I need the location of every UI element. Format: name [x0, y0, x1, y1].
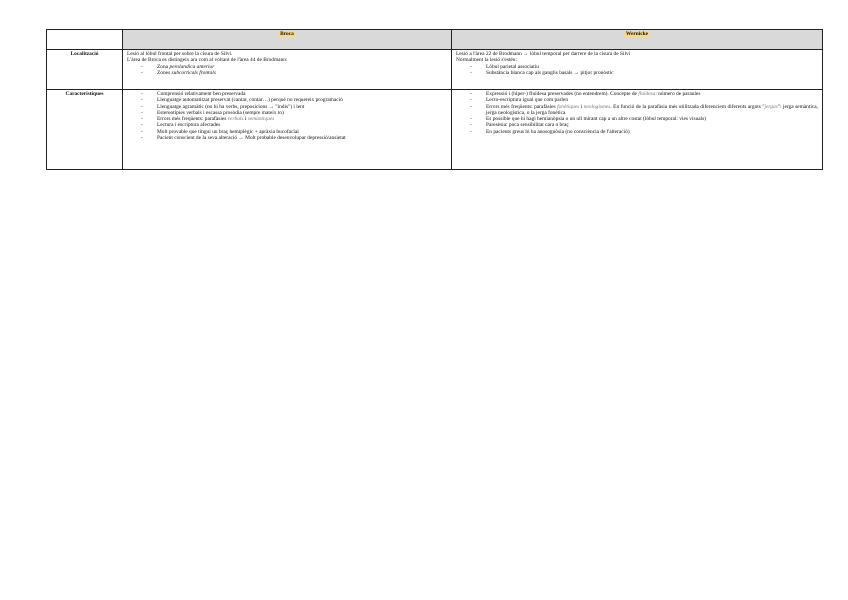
list-item: - Molt provable que tingui un braç hemiplègic + apràxia bucofacial: [141, 129, 447, 135]
text-fragment-italic: verbals: [227, 116, 244, 123]
row-label-localitzacio: Localització: [47, 50, 123, 90]
text-fragment: Expressió i (hiper-) fluïdesa preservades (no entendrem). Concepte de: [486, 91, 639, 97]
list-item: - Lectura i escriptura afectades: [141, 122, 447, 128]
list-item: - Lecto-escriptura igual que com parlen: [470, 97, 818, 103]
comparison-table: [46, 29, 823, 170]
list-item: [470, 104, 818, 117]
text-fragment: ": jerga semàntica, jerga neologística, o la jerga fonètica: [486, 103, 818, 116]
row-label-caracteristiques: Característiques: [47, 90, 123, 170]
bullet-list: [127, 91, 447, 141]
cell-wernicke-caracteristiques: [452, 90, 823, 170]
text-fragment: i: [579, 103, 584, 110]
list-item: - Comprensió relativament ben preservada: [141, 91, 447, 97]
list-item: [141, 70, 447, 76]
text-fragment: i: [243, 116, 248, 123]
text-fragment-italic: perolandica anterior: [169, 63, 215, 70]
row-caracteristiques: [47, 90, 823, 170]
text-fragment: Errors més freqüents: parafàsies: [157, 116, 228, 123]
list-item: - Paresèsia: poca sensibilitat cara o braç: [470, 122, 818, 128]
text-line: Lesió al lòbul frontal per sobre la cisura de Silvi.: [127, 51, 233, 57]
bullet-list: [127, 64, 447, 77]
text-fragment-italic: subcorticals frontals: [171, 69, 216, 76]
text-line: L'àrea de Broca es distingeix ara com al voltant de l'àrea 44 de Brodmann:: [127, 57, 288, 64]
list-item: - Llenguatge agramàtic (no hi ha verbs, preposicions → "indis") i lent: [141, 104, 447, 110]
text-fragment-italic: semàntiques: [247, 116, 275, 123]
list-item: - Estereotípies verbals i escassa prosòdia (sempre mateix to): [141, 110, 447, 116]
text-fragment-italic: neologismes: [583, 103, 611, 110]
cell-broca-localitzacio: [123, 50, 452, 90]
text-fragment: Zones: [157, 69, 172, 76]
list-item: - Lòbul parietal associatiu: [470, 64, 818, 70]
list-item: - Llenguatge automatitzat preservat (cantar, contar…) perquè no requereix programació: [141, 97, 447, 103]
header-broca-label: Broca: [280, 31, 294, 37]
text-fragment: Zona: [157, 63, 170, 70]
cell-broca-caracteristiques: [123, 90, 452, 170]
header-wernicke-label: Wernicke: [625, 31, 649, 37]
text-fragment-italic: fonètiques: [557, 103, 580, 110]
text-fragment-italic: jergas: [764, 103, 778, 110]
text-line: Lesió a l'àrea 22 de Brodmann → lòbul temporal per darrere de la cisura de Silvi: [456, 51, 631, 57]
text-fragment: Errors més freqüents: parafàsies: [486, 103, 558, 110]
bullet-list: [456, 64, 818, 77]
list-item: - Substància blanca cap als ganglis basals → pitjor pronòstic: [470, 70, 818, 76]
text-line: Normalment la lesió s'estén:: [456, 57, 518, 64]
cell-wernicke-localitzacio: [452, 50, 823, 90]
list-item: - En pacients greus hi ha anosognòsia (no consciència de l'alteració): [470, 129, 818, 135]
text-fragment-italic: fluïdesa: [638, 91, 656, 97]
header-wernicke: [452, 30, 823, 50]
bullet-list: [456, 91, 818, 135]
text-fragment: . En funció de la parafàsia més utilitzada diferenciem diferents argots ": [610, 103, 765, 110]
row-localitzacio: [47, 50, 823, 90]
list-item: - Pacient conscient de la seva alteració → Molt probable desenvolupar depressió/ansietat: [141, 135, 447, 141]
text-fragment: : número de paraules: [655, 91, 701, 97]
list-item: - Es possible que hi hagi hemianòpsia o un ull mirant cap a un altre costat (lòbul temporal: vies visuals): [470, 116, 818, 122]
header-broca: [123, 30, 452, 50]
header-corner: [47, 30, 123, 50]
header-row: [47, 30, 823, 50]
